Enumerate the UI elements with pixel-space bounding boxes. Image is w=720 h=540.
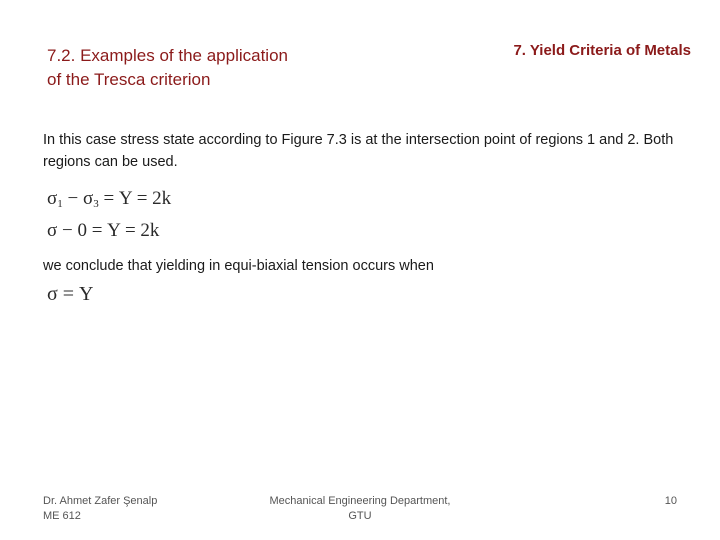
footer-course-code: ME 612 — [43, 510, 81, 522]
section-title-line-1: 7.2. Examples of the application — [47, 46, 288, 65]
eq1-sigma-1: σ — [47, 188, 58, 209]
footer-department-line-2: GTU — [348, 510, 372, 522]
conclusion-text: we conclude that yielding in equi-biaxial tension occurs when — [43, 258, 434, 274]
eq1-sigma-3: σ — [82, 188, 94, 209]
equation-tresca-principal — [47, 188, 171, 210]
eq1-subscript-3: 3 — [93, 198, 99, 210]
equation-yield-condition: σ = Y — [47, 283, 94, 305]
equation-biaxial: σ − 0 = Y = 2k — [47, 220, 160, 241]
footer-author — [43, 494, 157, 524]
footer-department — [260, 494, 460, 524]
eq1-minus: − — [62, 188, 83, 209]
intro-paragraph: In this case stress state according to Figure 7.3 is at the intersection point of regions 1 and 2. Both regions can be used. — [43, 132, 674, 170]
footer-author-name: Dr. Ahmet Zafer Şenalp — [43, 495, 158, 507]
footer-department-line-1: Mechanical Engineering Department, — [269, 495, 451, 507]
page-number: 10 — [664, 495, 677, 507]
chapter-title: 7. Yield Criteria of Metals — [513, 42, 691, 59]
section-title-line-2: of the Tresca criterion — [47, 70, 211, 89]
section-title — [47, 44, 347, 92]
eq1-rest: = Y = 2k — [98, 188, 172, 209]
eq1-subscript-1: 1 — [57, 198, 63, 210]
